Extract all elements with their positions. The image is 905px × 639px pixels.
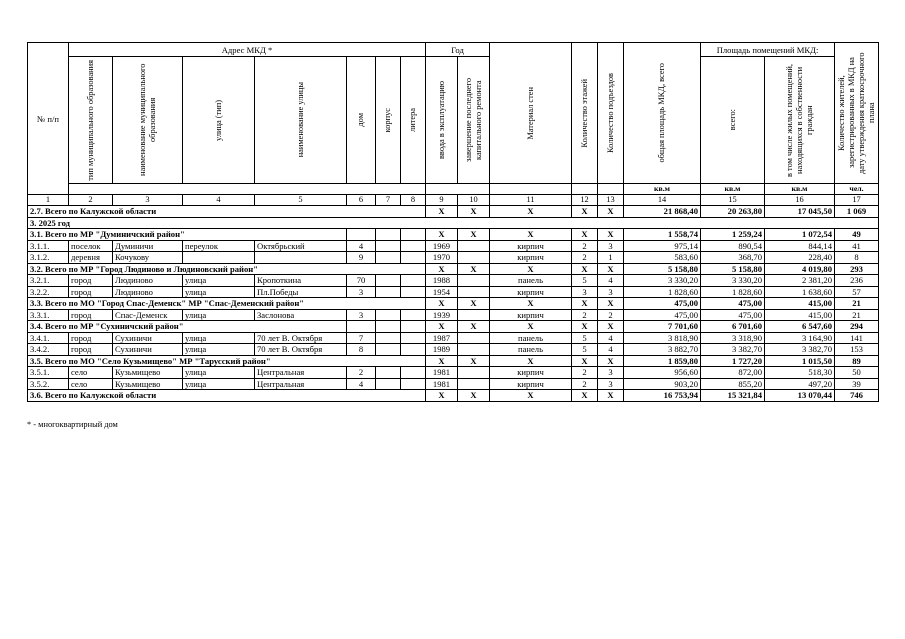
cell-c13: 4 xyxy=(598,344,624,356)
cell-c13: 2 xyxy=(598,309,624,321)
cell-c5: Пл.Победы xyxy=(255,286,347,298)
cell-c9: X xyxy=(426,321,458,333)
cell-label: 3.2. Всего по МР "Город Людиново и Людиновский район" xyxy=(28,263,426,275)
cell-c12: 5 xyxy=(572,275,598,287)
header-letter: литера xyxy=(401,57,426,184)
cell-c16: 4 019,80 xyxy=(765,263,835,275)
table-row xyxy=(28,275,879,287)
cell-c10: X xyxy=(458,355,490,367)
cell-c11: панель xyxy=(490,275,572,287)
cell-c15: 368,70 xyxy=(701,252,765,264)
header-year-commission: ввода в эксплуатацию xyxy=(426,57,458,184)
cell-c12: 2 xyxy=(572,240,598,252)
cell-c10 xyxy=(458,309,490,321)
cell-c13: 4 xyxy=(598,332,624,344)
cell-c3: Кузьмищево xyxy=(113,378,183,390)
cell-c5: Центральная xyxy=(255,367,347,379)
cell-c13: X xyxy=(598,321,624,333)
cell-c9: 1989 xyxy=(426,344,458,356)
column-number: 4 xyxy=(183,195,255,206)
cell-c7 xyxy=(376,332,401,344)
cell-c12: 2 xyxy=(572,367,598,379)
cell-c14: 583,60 xyxy=(624,252,701,264)
column-number: 3 xyxy=(113,195,183,206)
cell-c13: X xyxy=(598,206,624,218)
cell-c14: 475,00 xyxy=(624,309,701,321)
cell-c10 xyxy=(458,252,490,264)
cell-c15: 1 727,20 xyxy=(701,355,765,367)
cell-c6: 9 xyxy=(347,252,376,264)
cell-c17: 50 xyxy=(835,367,879,379)
cell-c14: 3 330,20 xyxy=(624,275,701,287)
total-row xyxy=(28,321,879,333)
cell-c5: 70 лет В. Октября xyxy=(255,344,347,356)
total-row xyxy=(28,263,879,275)
cell-c17: 153 xyxy=(835,344,879,356)
cell-c11: X xyxy=(490,263,572,275)
cell-c12: 2 xyxy=(572,252,598,264)
cell-c9: X xyxy=(426,263,458,275)
cell-c15: 3 382,70 xyxy=(701,344,765,356)
cell-c13: X xyxy=(598,298,624,310)
cell-c12: 2 xyxy=(572,309,598,321)
cell-c10: X xyxy=(458,263,490,275)
cell-c6: 4 xyxy=(347,378,376,390)
cell-c15: 890,54 xyxy=(701,240,765,252)
cell-c6: 3 xyxy=(347,286,376,298)
cell-c15: 475,00 xyxy=(701,309,765,321)
cell-c11: X xyxy=(490,206,572,218)
cell-c11: X xyxy=(490,390,572,402)
cell-c9: 1970 xyxy=(426,252,458,264)
column-number-row xyxy=(28,195,879,206)
cell-c11: X xyxy=(490,298,572,310)
cell-c12: 5 xyxy=(572,344,598,356)
unit-area-private: кв.м xyxy=(765,184,835,195)
cell-c8 xyxy=(401,378,426,390)
cell-c3: Людиново xyxy=(113,286,183,298)
cell-c7 xyxy=(376,309,401,321)
cell-c6: 3 xyxy=(347,309,376,321)
cell-label: 3.5. Всего по МО "Село Кузьмищево" МР "Тарусский район" xyxy=(28,355,426,367)
cell-c7 xyxy=(376,286,401,298)
cell-c17: 294 xyxy=(835,321,879,333)
cell-c9: X xyxy=(426,298,458,310)
cell-c11: кирпич xyxy=(490,252,572,264)
column-number: 10 xyxy=(458,195,490,206)
cell-c10: X xyxy=(458,206,490,218)
cell-c6: 4 xyxy=(347,240,376,252)
cell-c10: X xyxy=(458,321,490,333)
header-address: Адрес МКД * xyxy=(69,43,426,57)
cell-c8 xyxy=(401,240,426,252)
cell-c2: город xyxy=(69,332,113,344)
cell-c16: 415,00 xyxy=(765,298,835,310)
cell-c1: 3.2.2. xyxy=(28,286,69,298)
cell-c13: 3 xyxy=(598,240,624,252)
cell-c1: 3.1.2. xyxy=(28,252,69,264)
header-area: Площадь помещений МКД: xyxy=(701,43,835,57)
cell-c11: кирпич xyxy=(490,309,572,321)
table-row xyxy=(28,378,879,390)
cell-c6: 8 xyxy=(347,344,376,356)
cell-c16: 844,14 xyxy=(765,240,835,252)
cell-c14: 7 701,60 xyxy=(624,321,701,333)
cell-c16: 3 382,70 xyxy=(765,344,835,356)
cell-c4: переулок xyxy=(183,240,255,252)
column-number: 15 xyxy=(701,195,765,206)
cell-c4: улица xyxy=(183,367,255,379)
cell-c3: Спас-Деменск xyxy=(113,309,183,321)
cell-c15: 855,20 xyxy=(701,378,765,390)
cell-c14: 956,60 xyxy=(624,367,701,379)
cell-c10 xyxy=(458,286,490,298)
column-number: 7 xyxy=(376,195,401,206)
cell-c3: Кочукову xyxy=(113,252,183,264)
cell-c8 xyxy=(401,309,426,321)
cell-c14: 3 818,90 xyxy=(624,332,701,344)
cell-c11: кирпич xyxy=(490,286,572,298)
cell-c4: улица xyxy=(183,378,255,390)
cell-c16: 13 070,44 xyxy=(765,390,835,402)
cell-c14: 1 558,74 xyxy=(624,229,701,241)
header-total-area: общая площадь МКД, всего xyxy=(624,43,701,184)
table-row xyxy=(28,286,879,298)
cell-c13: 1 xyxy=(598,252,624,264)
cell-c13: 3 xyxy=(598,367,624,379)
table-row xyxy=(28,367,879,379)
table-header xyxy=(28,43,879,195)
cell-c1: 3.5.1. xyxy=(28,367,69,379)
cell-c10: X xyxy=(458,390,490,402)
cell-c17: 8 xyxy=(835,252,879,264)
cell-c1: 3.4.1. xyxy=(28,332,69,344)
header-street-name: наименование улицы xyxy=(255,57,347,184)
cell-c12: 2 xyxy=(572,378,598,390)
cell-c17: 746 xyxy=(835,390,879,402)
cell-c16: 1 072,54 xyxy=(765,229,835,241)
cell-c9: X xyxy=(426,206,458,218)
cell-c12: X xyxy=(572,263,598,275)
cell-c4 xyxy=(183,252,255,264)
cell-c10 xyxy=(458,367,490,379)
cell-c17: 21 xyxy=(835,309,879,321)
cell-c11: кирпич xyxy=(490,367,572,379)
cell-c13: X xyxy=(598,390,624,402)
table-row xyxy=(28,332,879,344)
table-row xyxy=(28,252,879,264)
header-year: Год xyxy=(426,43,490,57)
cell-c2: город xyxy=(69,286,113,298)
cell-c9: 1954 xyxy=(426,286,458,298)
column-number: 2 xyxy=(69,195,113,206)
unit-people: чел. xyxy=(835,184,879,195)
cell-c10 xyxy=(458,275,490,287)
cell-c7 xyxy=(376,367,401,379)
cell-c14: 975,14 xyxy=(624,240,701,252)
cell-c12: X xyxy=(572,390,598,402)
cell-c4: улица xyxy=(183,286,255,298)
cell-c5: Октябрьский xyxy=(255,240,347,252)
column-number: 1 xyxy=(28,195,69,206)
cell-c10 xyxy=(458,344,490,356)
section-row xyxy=(28,217,879,229)
cell-c11: X xyxy=(490,229,572,241)
cell-c13: 3 xyxy=(598,286,624,298)
cell-c12: 5 xyxy=(572,332,598,344)
cell-c14: 903,20 xyxy=(624,378,701,390)
cell-c3: Кузьмищево xyxy=(113,367,183,379)
cell-c7 xyxy=(376,275,401,287)
cell-c8 xyxy=(401,275,426,287)
cell-c12: X xyxy=(572,206,598,218)
cell-c11: X xyxy=(490,321,572,333)
cell-c1: 3.2.1. xyxy=(28,275,69,287)
cell-c14: 16 753,94 xyxy=(624,390,701,402)
table-row xyxy=(28,309,879,321)
cell-c2: город xyxy=(69,344,113,356)
cell-c14: 1 859,80 xyxy=(624,355,701,367)
cell-c8 xyxy=(401,367,426,379)
cell-c1: 3.5.2. xyxy=(28,378,69,390)
cell-c12: 3 xyxy=(572,286,598,298)
column-number: 17 xyxy=(835,195,879,206)
cell-c6: 2 xyxy=(347,367,376,379)
cell-c15: 872,00 xyxy=(701,367,765,379)
cell-c9: 1969 xyxy=(426,240,458,252)
cell-c15: 1 259,24 xyxy=(701,229,765,241)
cell-c15: 20 263,80 xyxy=(701,206,765,218)
cell-c9: X xyxy=(426,229,458,241)
cell-c2: село xyxy=(69,378,113,390)
cell-c13: X xyxy=(598,263,624,275)
cell-c8 xyxy=(401,344,426,356)
cell-c9: 1987 xyxy=(426,332,458,344)
cell-c12: X xyxy=(572,321,598,333)
cell-c14: 475,00 xyxy=(624,298,701,310)
column-number: 5 xyxy=(255,195,347,206)
cell-c9: 1981 xyxy=(426,378,458,390)
cell-c10: X xyxy=(458,229,490,241)
unit-area-all: кв.м xyxy=(701,184,765,195)
cell-c6: 70 xyxy=(347,275,376,287)
total-row xyxy=(28,229,879,241)
cell-c16: 497,20 xyxy=(765,378,835,390)
column-number: 9 xyxy=(426,195,458,206)
cell-c5: Заслонова xyxy=(255,309,347,321)
cell-c16: 6 547,60 xyxy=(765,321,835,333)
cell-c17: 21 xyxy=(835,298,879,310)
cell-c2: село xyxy=(69,367,113,379)
cell-c4: улица xyxy=(183,275,255,287)
column-number: 6 xyxy=(347,195,376,206)
cell-c11: X xyxy=(490,355,572,367)
cell-c11: панель xyxy=(490,332,572,344)
cell-c7 xyxy=(376,344,401,356)
cell-c3: Людиново xyxy=(113,275,183,287)
cell-label: 2.7. Всего по Калужской области xyxy=(28,206,426,218)
cell-c17: 57 xyxy=(835,286,879,298)
cell-c4: улица xyxy=(183,332,255,344)
cell-label: 3.3. Всего по МО "Город Спас-Деменск" МР "Спас-Деменский район" xyxy=(28,298,426,310)
column-number: 16 xyxy=(765,195,835,206)
cell-c17: 293 xyxy=(835,263,879,275)
cell-c15: 15 321,84 xyxy=(701,390,765,402)
header-year-repair: завершение последнего капитального ремонта xyxy=(458,57,490,184)
cell-c1: 3.4.2. xyxy=(28,344,69,356)
cell-c16: 2 381,20 xyxy=(765,275,835,287)
cell-c14: 1 828,60 xyxy=(624,286,701,298)
cell-c16: 17 045,50 xyxy=(765,206,835,218)
cell-c7 xyxy=(376,240,401,252)
cell-c9: X xyxy=(426,390,458,402)
cell-c15: 6 701,60 xyxy=(701,321,765,333)
cell-c10: X xyxy=(458,298,490,310)
cell-c17: 41 xyxy=(835,240,879,252)
cell-c13: X xyxy=(598,355,624,367)
header-wall: Материал стен xyxy=(490,43,572,184)
cell-c16: 415,00 xyxy=(765,309,835,321)
header-house: дом xyxy=(347,57,376,184)
cell-c2: деревня xyxy=(69,252,113,264)
unit-total-area: кв.м xyxy=(624,184,701,195)
cell-c12: X xyxy=(572,229,598,241)
cell-c3: Сухиничи xyxy=(113,332,183,344)
header-floors: Количество этажей xyxy=(572,43,598,184)
cell-c5: Центральная xyxy=(255,378,347,390)
cell-c5 xyxy=(255,252,347,264)
cell-label: 3.1. Всего по МР "Думиничский район" xyxy=(28,229,347,241)
cell-c11: кирпич xyxy=(490,240,572,252)
cell-c16: 1 015,50 xyxy=(765,355,835,367)
cell-c15: 5 158,80 xyxy=(701,263,765,275)
header-area-all: всего: xyxy=(701,57,765,184)
cell-c9: 1939 xyxy=(426,309,458,321)
header-mun-type: тип муниципального образования xyxy=(69,57,113,184)
cell-c8 xyxy=(401,252,426,264)
cell-c2: поселок xyxy=(69,240,113,252)
cell-c2: город xyxy=(69,275,113,287)
cell-c17: 1 069 xyxy=(835,206,879,218)
cell-c10 xyxy=(458,332,490,344)
header-building: корпус xyxy=(376,57,401,184)
header-residents: Количество жителей, зарегистрированных в МКД на дату утверждения краткосрочного плана xyxy=(835,43,879,184)
header-entrances: Количество подъездов xyxy=(598,43,624,184)
total-row xyxy=(28,355,879,367)
cell-c17: 141 xyxy=(835,332,879,344)
cell-label: 3.6. Всего по Калужской области xyxy=(28,390,426,402)
cell-c3: Сухиничи xyxy=(113,344,183,356)
cell-c6: 7 xyxy=(347,332,376,344)
cell-c12: X xyxy=(572,355,598,367)
header-street-type: улица (тип) xyxy=(183,57,255,184)
cell-c2: город xyxy=(69,309,113,321)
cell-c17: 89 xyxy=(835,355,879,367)
cell-c8 xyxy=(401,332,426,344)
cell-c9: 1981 xyxy=(426,367,458,379)
footnote: * - многоквартирный дом xyxy=(27,420,118,429)
total-row xyxy=(28,298,879,310)
cell-c5: Кропоткина xyxy=(255,275,347,287)
table-body xyxy=(28,195,879,402)
cell-c17: 49 xyxy=(835,229,879,241)
cell-c4: улица xyxy=(183,344,255,356)
column-number: 8 xyxy=(401,195,426,206)
cell-c9: X xyxy=(426,355,458,367)
column-number: 13 xyxy=(598,195,624,206)
cell-c7 xyxy=(376,378,401,390)
cell-c17: 39 xyxy=(835,378,879,390)
cell-c1: 3.3.1. xyxy=(28,309,69,321)
total-row xyxy=(28,206,879,218)
cell-c8 xyxy=(401,286,426,298)
cell-label: 3.4. Всего по МР "Сухиничский район" xyxy=(28,321,347,333)
cell-c15: 3 318,90 xyxy=(701,332,765,344)
header-num: № п/п xyxy=(28,43,69,195)
column-number: 11 xyxy=(490,195,572,206)
cell-c12: X xyxy=(572,298,598,310)
column-number: 12 xyxy=(572,195,598,206)
header-mun-name: наименование муниципального образования xyxy=(113,57,183,184)
register-table xyxy=(27,42,879,402)
cell-c16: 228,40 xyxy=(765,252,835,264)
cell-c10 xyxy=(458,240,490,252)
cell-c17: 236 xyxy=(835,275,879,287)
total-row xyxy=(28,390,879,402)
header-area-private: в том числе жилых помещений, находящихся в собственности граждан xyxy=(765,57,835,184)
table-row xyxy=(28,344,879,356)
cell-c15: 1 828,60 xyxy=(701,286,765,298)
cell-c9: 1988 xyxy=(426,275,458,287)
table-row xyxy=(28,240,879,252)
cell-c7 xyxy=(376,252,401,264)
cell-c13: 4 xyxy=(598,275,624,287)
column-number: 14 xyxy=(624,195,701,206)
cell-c14: 3 882,70 xyxy=(624,344,701,356)
cell-c13: X xyxy=(598,229,624,241)
cell-c14: 5 158,80 xyxy=(624,263,701,275)
cell-c13: 3 xyxy=(598,378,624,390)
cell-c1: 3.1.1. xyxy=(28,240,69,252)
cell-c14: 21 868,40 xyxy=(624,206,701,218)
cell-label: 3. 2025 год xyxy=(28,217,879,229)
cell-c11: кирпич xyxy=(490,378,572,390)
cell-c15: 3 330,20 xyxy=(701,275,765,287)
cell-c16: 518,30 xyxy=(765,367,835,379)
cell-c4: улица xyxy=(183,309,255,321)
cell-c15: 475,00 xyxy=(701,298,765,310)
cell-c10 xyxy=(458,378,490,390)
cell-c16: 3 164,90 xyxy=(765,332,835,344)
cell-c11: панель xyxy=(490,344,572,356)
cell-c5: 70 лет В. Октября xyxy=(255,332,347,344)
cell-c16: 1 638,60 xyxy=(765,286,835,298)
cell-c3: Думиничи xyxy=(113,240,183,252)
